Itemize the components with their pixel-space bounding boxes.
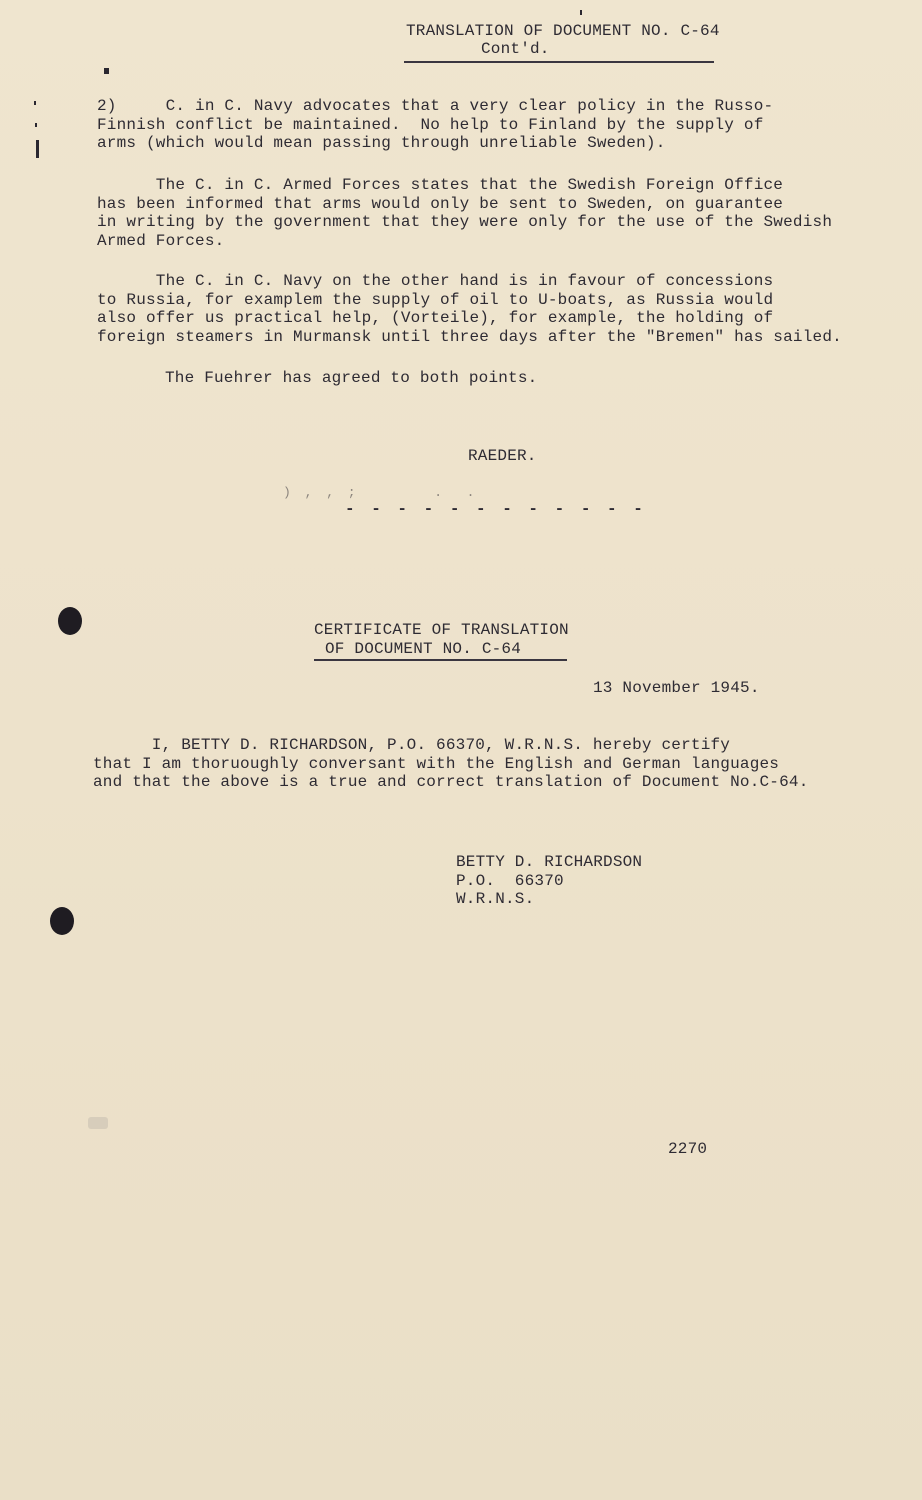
header-underline [404,61,714,63]
section-divider: - - - - - - - - - - - - [345,500,647,518]
punch-hole [58,607,82,635]
margin-mark [580,10,582,15]
certificate-subtitle: OF DOCUMENT NO. C-64 [325,640,522,658]
signature-block [456,853,642,909]
certificate-underline [314,659,567,661]
page-number: 2270 [668,1140,708,1158]
certificate-statement: I, BETTY D. RICHARDSON, P.O. 66370, W.R.N.S. hereby certify that I am thoruoughly conversant with the English and German languages and that the above is a true and correct translation of Document No.C-64. [93,736,809,791]
margin-mark [36,140,39,158]
faint-marks: ) , , ; . . [283,485,478,500]
certificate-title: CERTIFICATE OF TRANSLATION [314,621,569,639]
paragraph-policy: 2) C. in C. Navy advocates that a very clear policy in the Russo- Finnish conflict be maintained. No help to Finland by the supply of arms (which would mean passing through unreliable Sweden). [97,97,774,152]
paragraph-fuehrer: The Fuehrer has agreed to both points. [165,369,538,387]
document-subtitle: Cont'd. [481,40,550,58]
signature-name: BETTY D. RICHARDSON [456,853,643,871]
margin-mark [104,68,109,74]
paper-smudge [88,1117,108,1129]
document-title: TRANSLATION OF DOCUMENT NO. C-64 [406,22,720,40]
certificate-date: 13 November 1945. [593,679,760,697]
paragraph-armed-forces: The C. in C. Armed Forces states that the Swedish Foreign Office has been informed that arms would only be sent to Sweden, on guarantee in writing by the government that they were only for the use of the Swedish Armed Forces. [97,176,833,250]
punch-hole [50,907,74,935]
margin-mark [35,123,37,127]
paragraph-concessions: The C. in C. Navy on the other hand is in favour of concessions to Russia, for examplem the supply of oil to U-boats, as Russia would also offer us practical help, (Vorteile), for example, the holding of foreign steamers in Murmansk until three days after the "Bremen" has sailed. [97,272,842,346]
margin-mark [34,101,36,105]
signature-service: W.R.N.S. [456,890,535,908]
signature-rank: P.O. 66370 [456,871,564,890]
signer-name: RAEDER. [468,447,537,465]
